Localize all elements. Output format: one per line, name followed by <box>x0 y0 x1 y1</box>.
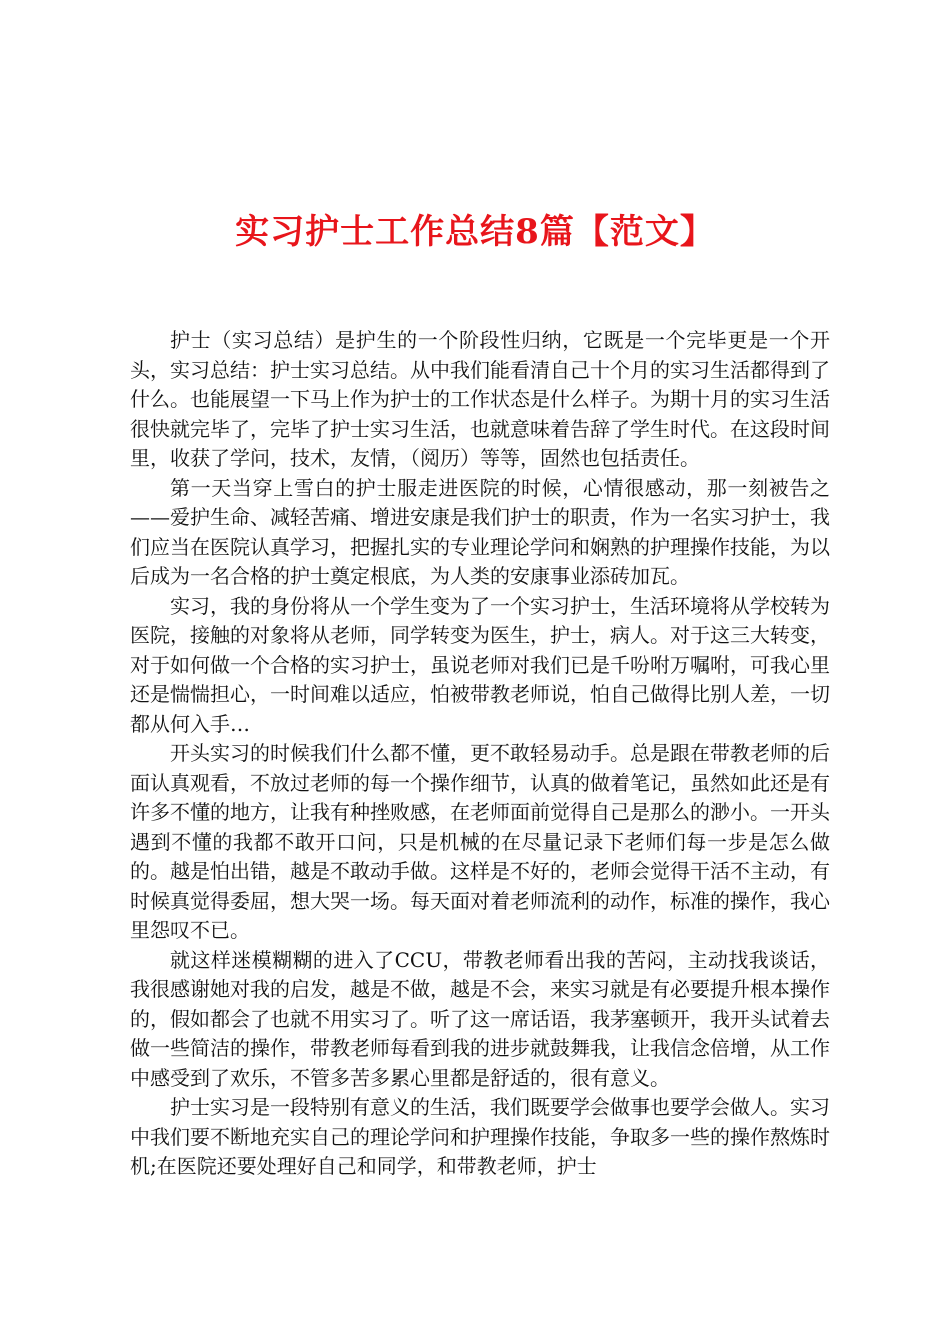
body-paragraph: 护士（实习总结）是护生的一个阶段性归纳，它既是一个完毕更是一个开头，实习总结：护士实习总结。从中我们能看清自己十个月的实习生活都得到了什么。也能展望一下马上作为护士的工作状态是什么样子。为期十月的实习生活很快就完毕了，完毕了护士实习生活，也就意味着告辞了学生时代。在这段时间里，收获了学问，技术，友情，（阅历）等等，固然也包括责任。 <box>130 328 830 470</box>
body-paragraph: 第一天当穿上雪白的护士服走进医院的时候，心情很感动，那一刻被告之——爱护生命、减轻苦痛、增进安康是我们护士的职责，作为一名实习护士，我们应当在医院认真学习，把握扎实的专业理论学问和娴熟的护理操作技能，为以后成为一名合格的护士奠定根底，为人类的安康事业添砖加瓦。 <box>130 475 830 588</box>
document-title: 实习护士工作总结8篇【范文】 <box>235 212 715 252</box>
document-body <box>130 326 830 1182</box>
body-paragraph: 就这样迷模糊糊的进入了CCU，带教老师看出我的苦闷，主动找我谈话，我很感谢她对我的启发，越是不做，越是不会，来实习就是有必要提升根本操作的，假如都会了也就不用实习了。听了这一席话语，我茅塞顿开，我开头试着去做一些简洁的操作，带教老师每看到我的进步就鼓舞我，让我信念倍增，从工作中感受到了欢乐，不管多苦多累心里都是舒适的，很有意义。 <box>130 947 830 1090</box>
body-paragraph: 实习，我的身份将从一个学生变为了一个实习护士，生活环境将从学校转为医院，接触的对象将从老师，同学转变为医生，护士，病人。对于这三大转变，对于如何做一个合格的实习护士，虽说老师对我们已是千吩咐万嘱咐，可我心里还是惴惴担心，一时间难以适应，怕被带教老师说，怕自己做得比别人差，一切都从何入手… <box>130 593 830 736</box>
body-paragraph: 护士实习是一段特别有意义的生活，我们既要学会做事也要学会做人。实习中我们要不断地充实自己的理论学问和护理操作技能，争取多一些的操作熬炼时机;在医院还要处理好自己和同学，和带教老师，护士 <box>130 1095 830 1178</box>
body-paragraph: 开头实习的时候我们什么都不懂，更不敢轻易动手。总是跟在带教老师的后面认真观看，不放过老师的每一个操作细节，认真的做着笔记，虽然如此还是有许多不懂的地方，让我有种挫败感，在老师面前觉得自己是那么的渺小。一开头遇到不懂的我都不敢开口问，只是机械的在尽量记录下老师们每一步是怎么做的。越是怕出错，越是不敢动手做。这样是不好的，老师会觉得干活不主动，有时候真觉得委屈，想大哭一场。每天面对着老师流利的动作，标准的操作，我心里怨叹不已。 <box>130 741 830 942</box>
